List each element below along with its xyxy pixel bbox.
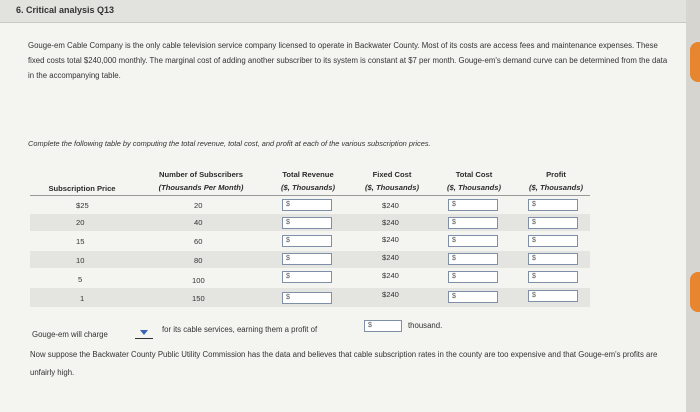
total-cost-input[interactable] (448, 271, 498, 283)
profit-answer-input[interactable] (364, 320, 402, 332)
price-dropdown[interactable] (135, 327, 153, 339)
currency-symbol: $ (368, 322, 372, 329)
currency-symbol: $ (452, 273, 456, 280)
charge-prefix: Gouge-em will charge (32, 330, 108, 339)
currency-symbol: $ (286, 294, 290, 301)
side-tab[interactable] (690, 272, 700, 312)
table-row (30, 270, 590, 287)
profit-input[interactable] (528, 217, 578, 229)
right-edge-panel (686, 0, 700, 412)
row-price: 15 (76, 237, 85, 246)
table-row (30, 214, 590, 231)
currency-symbol: $ (452, 201, 456, 208)
row-price: $25 (76, 201, 89, 210)
currency-symbol: $ (532, 255, 536, 262)
question-title: 6. Critical analysis Q13 (16, 5, 115, 15)
currency-symbol: $ (286, 219, 290, 226)
currency-symbol: $ (452, 237, 456, 244)
total-revenue-input[interactable] (282, 292, 332, 304)
charge-middle: for its cable services, earning them a profit of (162, 325, 318, 334)
row-fixed-cost: $240 (382, 201, 399, 210)
total-revenue-input[interactable] (282, 235, 332, 247)
row-subscribers: 100 (192, 276, 205, 285)
total-revenue-input[interactable] (282, 271, 332, 283)
profit-input[interactable] (528, 253, 578, 265)
row-price: 20 (76, 218, 85, 227)
chevron-down-icon (140, 330, 148, 335)
table-row (30, 288, 590, 307)
paragraph-2: Now suppose the Backwater County Public Utility Commission has the data and believes that cable subscription rates in the county are too expensive and that Gouge-em's profits are unfairly high. (30, 350, 658, 377)
header-fixed-cost: Fixed Cost ($, Thousands) (364, 170, 419, 192)
charge-suffix: thousand. (408, 321, 443, 330)
total-cost-input[interactable] (448, 291, 498, 303)
row-subscribers: 60 (194, 237, 203, 246)
currency-symbol: $ (452, 293, 456, 300)
currency-symbol: $ (532, 219, 536, 226)
question-header (0, 0, 686, 23)
profit-input[interactable] (528, 290, 578, 302)
row-fixed-cost: $240 (382, 253, 399, 262)
row-price: 5 (78, 275, 83, 284)
profit-input[interactable] (528, 271, 578, 283)
intro-paragraph: Gouge-em Cable Company is the only cable television service company licensed to operate in Backwater County. Most of its costs are access fees and maintenance expenses. These fixed costs total $240,000 monthly. The marginal cost of adding another subscriber to its system is constant at $7 per month. Gouge-em's demand curve can be determined from the data in the accompanying table. (28, 41, 668, 80)
row-subscribers: 40 (194, 218, 203, 227)
currency-symbol: $ (286, 255, 290, 262)
header-profit: Profit ($, Thousands) (528, 170, 583, 192)
currency-symbol: $ (532, 201, 536, 208)
row-fixed-cost: $240 (382, 271, 399, 280)
total-cost-input[interactable] (448, 199, 498, 211)
currency-symbol: $ (532, 292, 536, 299)
row-subscribers: 150 (192, 294, 205, 303)
header-total-cost: Total Cost ($, Thousands) (446, 170, 501, 192)
table-row (30, 251, 590, 268)
total-cost-input[interactable] (448, 235, 498, 247)
currency-symbol: $ (452, 255, 456, 262)
total-revenue-input[interactable] (282, 217, 332, 229)
row-fixed-cost: $240 (382, 235, 399, 244)
row-price: 10 (76, 256, 85, 265)
table-row (30, 197, 590, 214)
currency-symbol: $ (532, 237, 536, 244)
total-revenue-input[interactable] (282, 199, 332, 211)
currency-symbol: $ (286, 273, 290, 280)
row-fixed-cost: $240 (382, 290, 399, 299)
currency-symbol: $ (286, 237, 290, 244)
currency-symbol: $ (532, 273, 536, 280)
currency-symbol: $ (286, 201, 290, 208)
table-row (30, 233, 590, 250)
row-subscribers: 80 (194, 256, 203, 265)
header-total-revenue: Total Revenue ($, Thousands) (280, 170, 335, 192)
total-cost-input[interactable] (448, 253, 498, 265)
profit-input[interactable] (528, 235, 578, 247)
row-price: 1 (80, 294, 85, 303)
total-cost-input[interactable] (448, 217, 498, 229)
currency-symbol: $ (452, 219, 456, 226)
header-divider (30, 195, 590, 196)
row-subscribers: 20 (194, 201, 203, 210)
profit-input[interactable] (528, 199, 578, 211)
header-subscribers: Number of Subscribers (Thousands Per Month) (158, 170, 244, 192)
side-tab[interactable] (690, 42, 700, 82)
total-revenue-input[interactable] (282, 253, 332, 265)
row-fixed-cost: $240 (382, 218, 399, 227)
table-instruction: Complete the following table by computing the total revenue, total cost, and profit at each of the various subscription prices. (28, 139, 431, 148)
header-subscription-price: Subscription Price (48, 184, 116, 193)
